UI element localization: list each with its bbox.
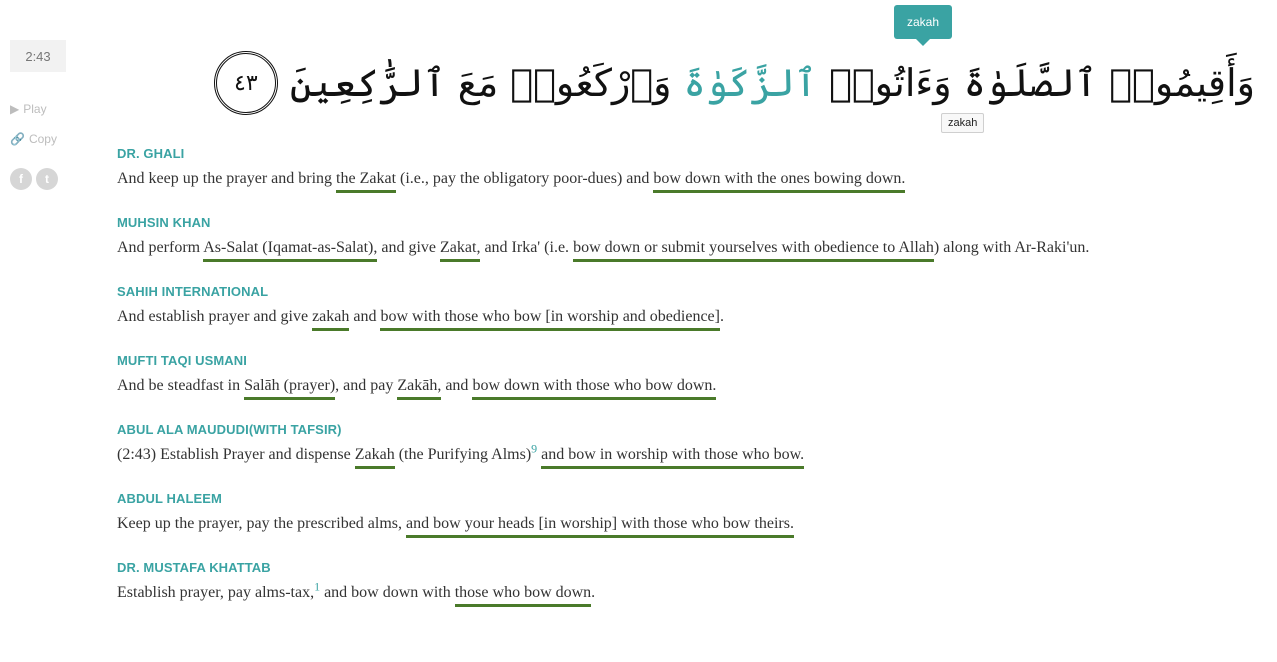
translation-block: [117, 284, 1257, 327]
text-segment: and give: [377, 239, 441, 256]
translations-list: [117, 146, 1257, 629]
text-segment: (2:43) Establish Prayer and dispense: [117, 446, 355, 463]
play-button[interactable]: [10, 102, 70, 116]
translation-text: [117, 169, 1257, 189]
text-segment: (the Purifying Alms): [394, 446, 532, 463]
arabic-word-highlighted[interactable]: ٱلزَّكَوٰةَ: [683, 61, 818, 105]
highlighted-phrase[interactable]: Zakat,: [440, 239, 480, 262]
twitter-icon[interactable]: t: [36, 168, 58, 190]
text-segment: And keep up the prayer and bring: [117, 170, 337, 187]
arabic-word[interactable]: ٱلرَّٰكِعِينَ: [289, 61, 446, 105]
footnote-link[interactable]: 1: [314, 579, 321, 594]
facebook-icon[interactable]: f: [10, 168, 32, 190]
arabic-word[interactable]: ٱلصَّلَوٰةَ: [963, 61, 1098, 105]
text-segment: And be steadfast in: [117, 377, 245, 394]
verse-key-badge[interactable]: 2:43: [10, 40, 66, 72]
highlighted-phrase[interactable]: bow with those who bow [in worship and obedience]: [380, 308, 720, 331]
text-segment: Keep up the prayer, pay the prescribed alms,: [117, 515, 407, 532]
highlighted-phrase[interactable]: Zakāh,: [397, 377, 441, 400]
text-segment: (i.e., pay the obligatory poor-dues) and: [396, 170, 654, 187]
copy-button[interactable]: [10, 132, 70, 146]
link-icon: 🔗: [10, 132, 25, 146]
translator-name: DR. MUSTAFA KHATTAB: [117, 560, 271, 575]
arabic-verse: [214, 48, 1255, 118]
text-segment: and bow down with: [320, 584, 455, 601]
text-segment: and: [441, 377, 473, 394]
highlighted-phrase[interactable]: Zakah: [355, 446, 395, 469]
play-label: Play: [23, 102, 47, 116]
highlighted-phrase[interactable]: the Zakat: [336, 170, 396, 193]
text-segment: and: [349, 308, 381, 325]
translator-name: MUHSIN KHAN: [117, 215, 211, 230]
translator-name: ABUL ALA MAUDUDI(WITH TAFSIR): [117, 422, 342, 437]
share-buttons: [10, 168, 70, 190]
text-segment: And perform: [117, 239, 204, 256]
translation-text: [117, 441, 1257, 465]
copy-label: Copy: [28, 132, 57, 146]
text-segment: .: [719, 308, 724, 325]
highlighted-phrase[interactable]: and bow in worship with those who bow.: [541, 446, 804, 469]
highlighted-phrase[interactable]: bow down or submit yourselves with obedience to Allah: [573, 239, 934, 262]
footnote-link[interactable]: 9: [531, 441, 538, 456]
translation-block: [117, 491, 1257, 534]
translation-text: [117, 238, 1257, 258]
word-tooltip: zakah: [894, 5, 952, 39]
arabic-word[interactable]: مَعَ: [457, 61, 499, 105]
text-segment: .: [591, 584, 596, 601]
highlighted-phrase[interactable]: those who bow down: [455, 584, 591, 607]
translation-block: [117, 422, 1257, 465]
text-segment: Establish prayer, pay alms-tax,: [117, 584, 315, 601]
translation-block: [117, 560, 1257, 603]
text-segment: and Irka' (i.e.: [480, 239, 574, 256]
hover-title-tooltip: zakah: [941, 113, 984, 133]
translation-block: [117, 215, 1257, 258]
translation-text: [117, 307, 1257, 327]
arabic-word[interactable]: وَءَاتُوا۟: [829, 61, 952, 105]
arabic-word[interactable]: وَأَقِيمُوا۟: [1109, 61, 1255, 105]
translation-block: [117, 353, 1257, 396]
translator-name: MUFTI TAQI USMANI: [117, 353, 247, 368]
translator-name: ABDUL HALEEM: [117, 491, 222, 506]
highlighted-phrase[interactable]: bow down with the ones bowing down.: [653, 170, 905, 193]
verse-end-marker: ٤٣: [214, 51, 278, 115]
highlighted-phrase[interactable]: bow down with those who bow down.: [472, 377, 716, 400]
translation-text: [117, 376, 1257, 396]
play-icon: ▶: [10, 102, 20, 116]
highlighted-phrase[interactable]: zakah: [312, 308, 349, 331]
arabic-word[interactable]: وَٱرْكَعُوا۟: [510, 61, 672, 105]
translation-text: [117, 514, 1257, 534]
text-segment: ) along with Ar-Raki'un.: [933, 239, 1090, 256]
translator-name: DR. GHALI: [117, 146, 185, 161]
verse-sidebar: [10, 40, 70, 190]
highlighted-phrase[interactable]: and bow your heads [in worship] with those who bow theirs.: [406, 515, 794, 538]
translation-text: [117, 579, 1257, 603]
text-segment: , and pay: [335, 377, 398, 394]
highlighted-phrase[interactable]: Salāh (prayer): [244, 377, 335, 400]
text-segment: And establish prayer and give: [117, 308, 313, 325]
translation-block: [117, 146, 1257, 189]
highlighted-phrase[interactable]: As-Salat (Iqamat-as-Salat),: [203, 239, 377, 262]
translator-name: SAHIH INTERNATIONAL: [117, 284, 269, 299]
